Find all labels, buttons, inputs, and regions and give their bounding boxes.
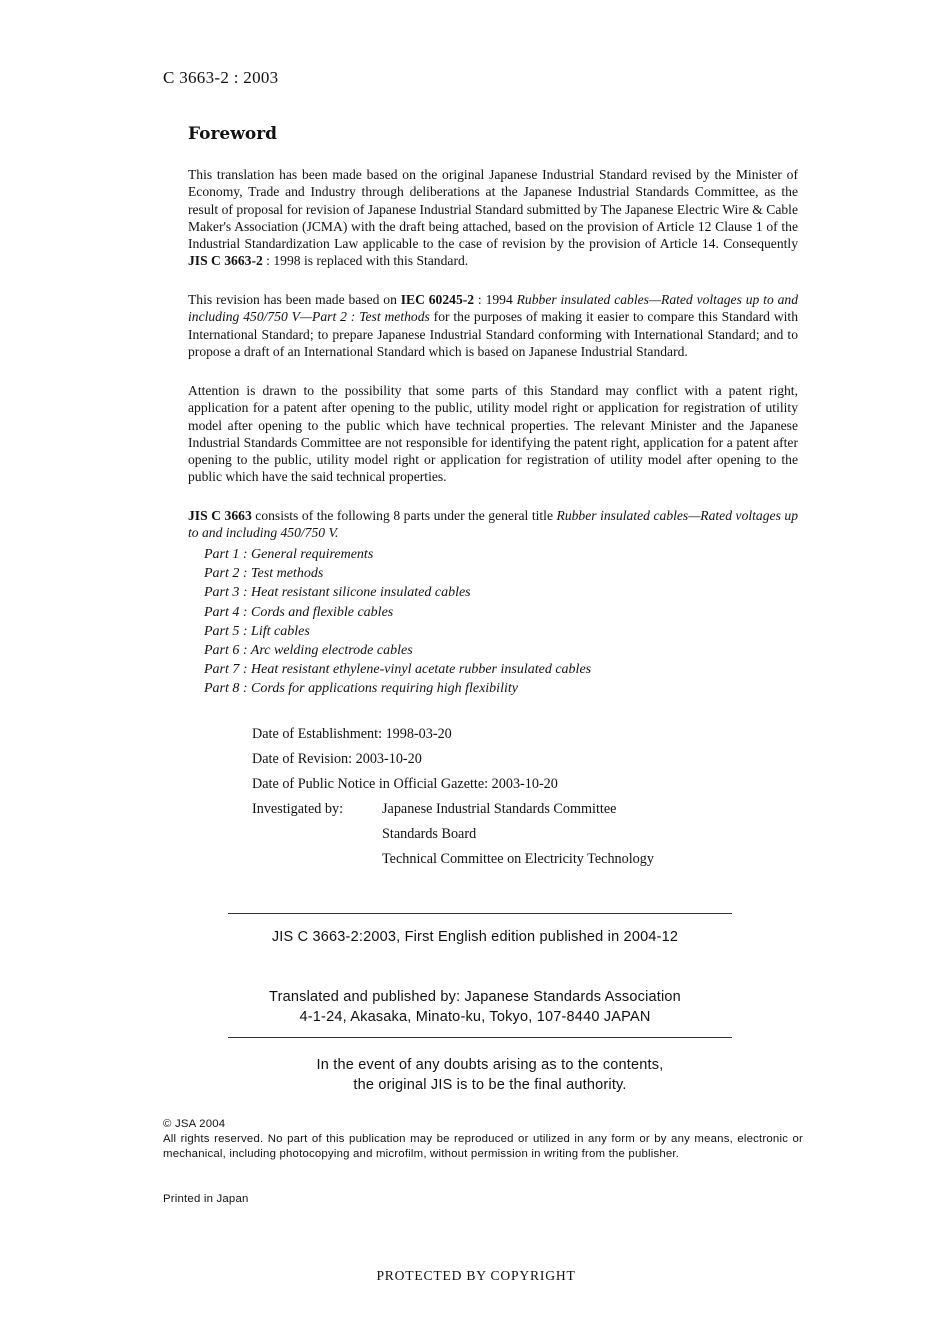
list-item: Part 2 : Test methods	[204, 566, 324, 582]
para2-start: This revision has been made based on	[188, 292, 401, 307]
para2-iec-ref: IEC 60245-2	[400, 292, 475, 307]
para1-end: : 1998 is replaced with this Standard.	[262, 253, 469, 269]
para4-mid: consists of the following 8 parts under the general title	[251, 508, 557, 523]
investigated-row	[252, 822, 654, 847]
rights-statement: All rights reserved. No part of this publication may be reproduced or utilized in any form or by any means, electronic or mechanical, including photocopying and microfilm, without permission in writing from the publisher.	[163, 1133, 803, 1161]
foreword-paragraph-3	[188, 382, 798, 486]
investigator: Standards Board	[382, 826, 477, 842]
publisher-block	[0, 987, 950, 1027]
para1-standard-ref: JIS C 3663-2	[188, 253, 263, 269]
authority-note-line: the original JIS is to be the final authority.	[353, 1077, 627, 1093]
list-item: Part 4 : Cords and flexible cables	[204, 604, 394, 620]
copyright-block	[163, 1117, 803, 1163]
divider	[228, 913, 732, 914]
foreword-paragraph-1	[188, 166, 798, 270]
para2-iec-title: Rubber insulated cables—Rated voltages up to and including 450/750 V—Part 2 : Test methods	[188, 292, 799, 325]
date-revision: Date of Revision: 2003-10-20	[252, 751, 422, 767]
date-establishment: Date of Establishment: 1998-03-20	[252, 726, 452, 742]
para4-standard-ref: JIS C 3663	[188, 508, 252, 523]
para4-general-title: Rubber insulated cables—Rated voltages up to and including 450/750 V.	[188, 508, 798, 541]
date-public-notice: Date of Public Notice in Official Gazette: 2003-10-20	[252, 776, 558, 792]
investigated-label: Investigated by:	[252, 801, 344, 817]
foreword-paragraph-2	[188, 291, 798, 360]
authority-note-line: In the event of any doubts arising as to the contents,	[316, 1057, 664, 1073]
copyright-notice: © JSA 2004	[163, 1118, 226, 1130]
parts-list	[204, 545, 591, 699]
para2-mid: : 1994	[474, 292, 517, 307]
para3-text: Attention is drawn to the possibility that some parts of this Standard may conflict with a patent right, application for a patent after opening to the public, utility model right or application for registration of utility model after opening to the public which have technical properties. The relevant Minister and the Japanese Industrial Standards Committee are not responsible for identifying the patent right, application for a patent after opening to the public, utility model right or application for registration of utility model after opening to the public which have the said technical properties.	[188, 383, 798, 485]
investigated-row	[252, 847, 654, 872]
list-item: Part 1 : General requirements	[204, 547, 374, 562]
list-item: Part 8 : Cords for applications requiring high flexibility	[204, 681, 518, 697]
foreword-heading: Foreword	[188, 124, 278, 144]
investigated-row	[252, 797, 654, 822]
publisher-address: 4-1-24, Akasaka, Minato-ku, Tokyo, 107-8440 JAPAN	[299, 1009, 651, 1025]
list-item: Part 3 : Heat resistant silicone insulated cables	[204, 585, 471, 601]
edition-line: JIS C 3663-2:2003, First English edition published in 2004-12	[271, 929, 679, 945]
publisher-line: Translated and published by: Japanese Standards Association	[269, 989, 681, 1005]
para1-text: This translation has been made based on the original Japanese Industrial Standard revised by the Minister of Economy, Trade and Industry through deliberations at the Japanese Industrial Standards Committee, as the result of proposal for revision of Japanese Industrial Standard submitted by The Japanese Electric Wire & Cable Maker's Association (JCMA) with the draft being attached, based on the provision of Article 12 Clause 1 of the Industrial Standardization Law applicable to the case of revision by the provision of Article 14. Consequently	[188, 167, 798, 252]
dates-block	[252, 722, 654, 872]
investigator: Japanese Industrial Standards Committee	[382, 801, 617, 817]
para2-end: for the purposes of making it easier to compare this Standard with International Standard; to prepare Japanese Industrial Standard conforming with International Standard; and to propose a draft of an International Standard which is based on Japanese Industrial Standard.	[188, 309, 798, 359]
authority-note	[0, 1055, 950, 1095]
foreword-paragraph-4	[188, 507, 798, 542]
list-item: Part 5 : Lift cables	[204, 623, 310, 639]
divider	[228, 1037, 732, 1038]
document-code: C 3663-2 : 2003	[163, 68, 279, 87]
list-item: Part 7 : Heat resistant ethylene-vinyl acetate rubber insulated cables	[204, 662, 592, 678]
investigator: Technical Committee on Electricity Technology	[382, 851, 654, 867]
printed-in: Printed in Japan	[163, 1193, 249, 1205]
list-item: Part 6 : Arc welding electrode cables	[204, 643, 413, 659]
protected-footer: PROTECTED BY COPYRIGHT	[376, 1268, 576, 1283]
